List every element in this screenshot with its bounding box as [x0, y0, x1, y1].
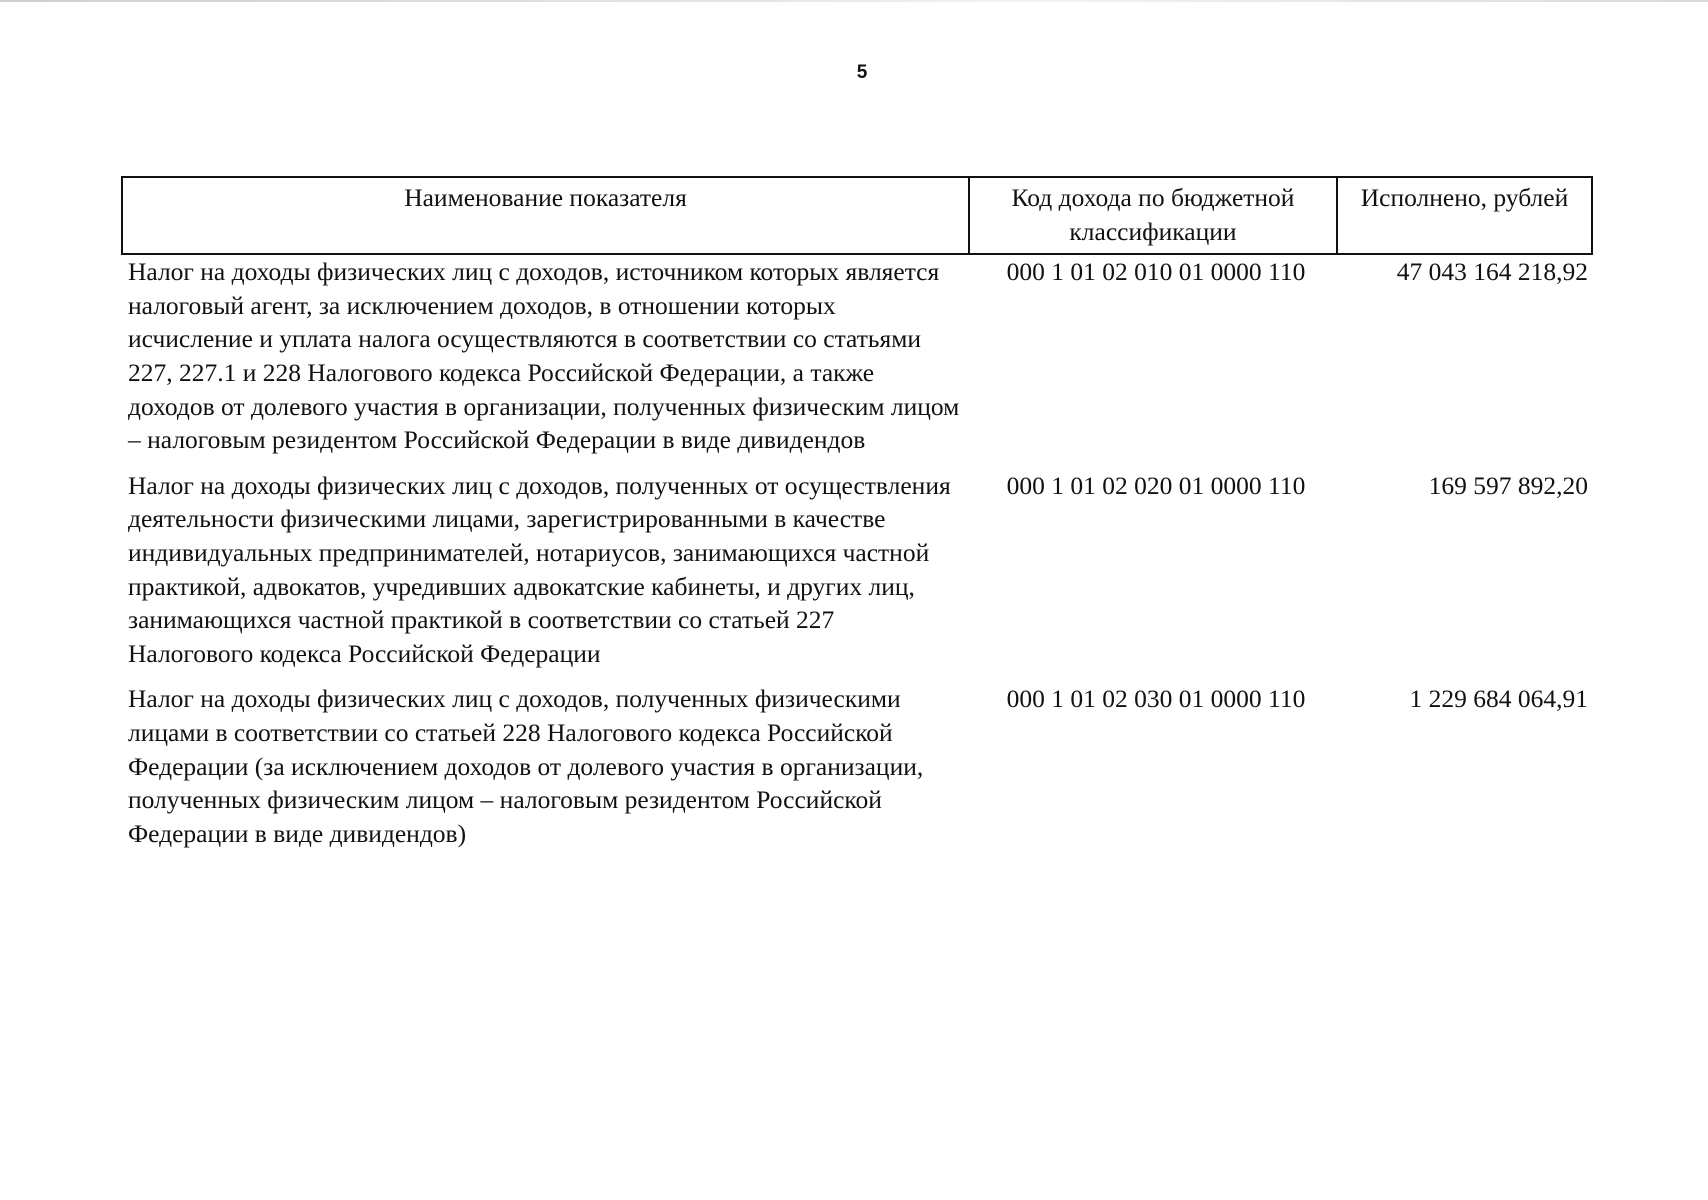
- page-number: 5: [856, 62, 868, 83]
- table-header: [122, 177, 1592, 254]
- budget-code: 000 1 01 02 030 01 0000 110: [1006, 684, 1306, 714]
- indicator-name: Налог на доходы физических лиц с доходов, источником которых является налоговый агент, за исключением доходов, в отношении которых исчисление и уплата налога осуществляются в соответствии со статьями 227, 227.1 и 228 Налогового кодекса Российской Федерации, а также доходов от долевого участия в организации, полученных физическим лицом – налоговым резидентом Российской Федерации в виде дивидендов: [128, 257, 960, 455]
- table-row: [122, 254, 1592, 469]
- executed-amount: 47 043 164 218,92: [1396, 257, 1588, 287]
- table-body: [122, 254, 1592, 862]
- indicator-name: Налог на доходы физических лиц с доходов, полученных физическими лицами в соответствии со статьей 228 Налогового кодекса Российской Федерации (за исключением доходов от долевого участия в организации, полученных физическим лицом – налоговым резидентом Российской Федерации в виде дивидендов): [128, 684, 924, 848]
- column-header-indicator-name: Наименование показателя: [122, 177, 969, 254]
- scan-edge: [0, 0, 1708, 2]
- executed-amount: 1 229 684 064,91: [1409, 684, 1588, 714]
- executed-amount: 169 597 892,20: [1428, 470, 1588, 500]
- indicator-name: Налог на доходы физических лиц с доходов, полученных от осуществления деятельности физическими лицами, зарегистрированными в качестве индивидуальных предпринимателей, нотариусов, занимающихся частной практикой, адвокатов, учредивших адвокатские кабинеты, и других лиц, занимающихся частной практикой в соответствии со статьей 227 Налогового кодекса Российской Федерации: [128, 470, 951, 668]
- header-row: [122, 177, 1592, 254]
- table-row: [122, 469, 1592, 683]
- column-header-budget-code: Код дохода по бюджетной классификации: [969, 177, 1337, 254]
- table-row: [122, 682, 1592, 862]
- budget-code: 000 1 01 02 010 01 0000 110: [1006, 257, 1306, 287]
- budget-code: 000 1 01 02 020 01 0000 110: [1006, 470, 1306, 500]
- income-table: [121, 176, 1593, 862]
- column-header-executed-amount: Исполнено, рублей: [1337, 177, 1592, 254]
